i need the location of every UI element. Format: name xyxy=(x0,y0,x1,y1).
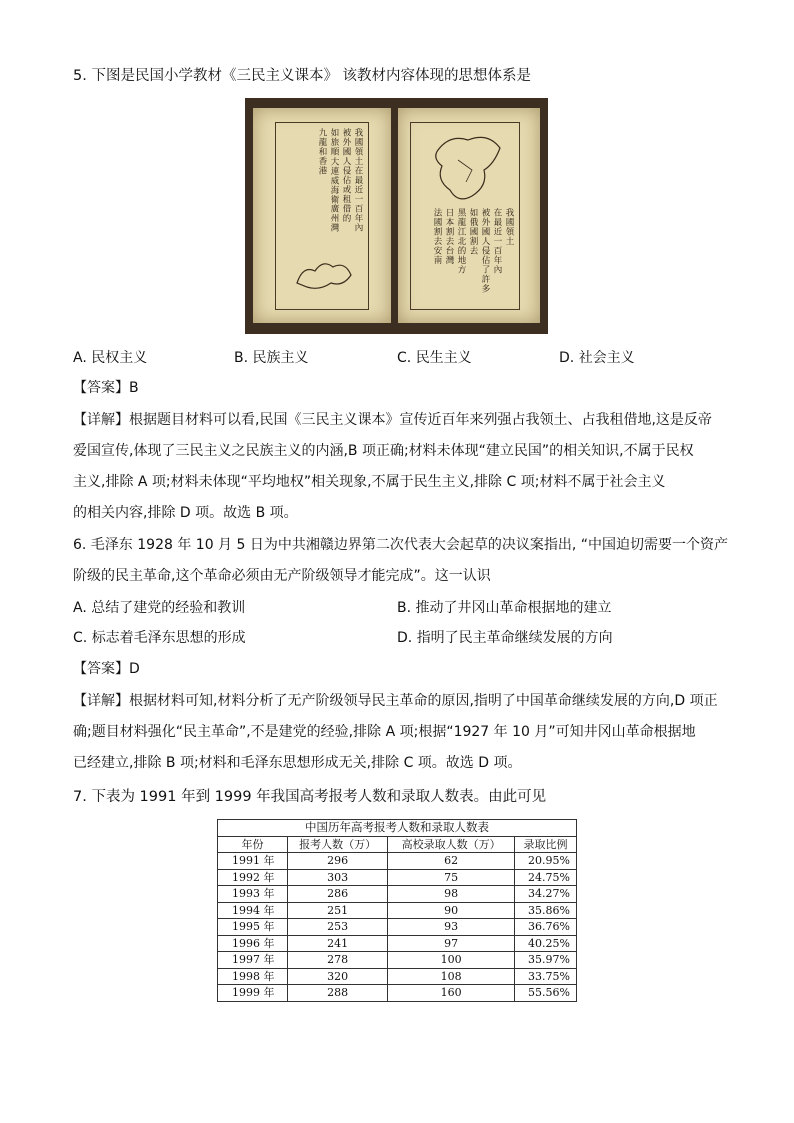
cell-admitted: 90 xyxy=(388,902,515,919)
cell-admitted: 100 xyxy=(388,952,515,969)
caption-line: 在最近一百年內 xyxy=(353,166,363,233)
caption-line: 廣州灣 xyxy=(329,204,339,233)
cell-applicants: 296 xyxy=(288,853,388,870)
left-page-text xyxy=(315,128,363,248)
cell-applicants: 286 xyxy=(288,886,388,903)
cell-applicants: 303 xyxy=(288,869,388,886)
cell-year: 1999 年 xyxy=(218,985,288,1002)
table-row xyxy=(218,853,577,870)
q6-stem: 6. 毛泽东 1928 年 10 月 5 日为中共湘赣边界第二次代表大会起草的决议案指出, “中国迫切需要一个资产 阶级的民主革命,这个革命必须由无产阶级领导才能完成”。这一认识 xyxy=(73,537,729,584)
cell-applicants: 253 xyxy=(288,919,388,936)
map-drawing-right xyxy=(428,130,508,210)
q6-answer: 【答案】D xyxy=(73,661,140,677)
q6-detail: 【详解】根据材料可知,材料分析了无产阶级领导民主革命的原因,指明了中国革命继续发展的方向,D 项正 确;题目材料强化“民主革命”,不是建党的经验,排除 A 项;根据“1927 年 10 月”可知井冈山革命根据地 已经建立,排除 B 项;材料和毛泽东思想形成无关,排除 C 项。故选 D 项。 xyxy=(73,693,718,771)
q7-stem: 7. 下表为 1991 年到 1999 年我国高考报考人数和录取人数表。由此可见 xyxy=(73,789,547,805)
header-admitted: 高校录取人数（万） xyxy=(388,836,515,853)
caption-line: 九龍 xyxy=(317,128,327,147)
cell-applicants: 278 xyxy=(288,952,388,969)
caption-line: 如俄國割去 xyxy=(468,208,478,256)
q5-option-a: A. 民权主义 xyxy=(73,350,148,366)
cell-admitted: 93 xyxy=(388,919,515,936)
cell-admitted: 108 xyxy=(388,968,515,985)
caption-line: 或租借的 xyxy=(341,185,351,223)
caption-line: 威海衛 xyxy=(329,175,339,204)
cell-ratio: 24.75% xyxy=(514,869,576,886)
right-page-text xyxy=(430,208,514,308)
q5-option-d: D. 社会主义 xyxy=(559,350,635,366)
q5-answer: 【答案】B xyxy=(73,380,139,396)
table-row xyxy=(218,886,577,903)
cell-ratio: 35.86% xyxy=(514,902,576,919)
table-row xyxy=(218,985,577,1002)
cell-year: 1998 年 xyxy=(218,968,288,985)
cell-ratio: 55.56% xyxy=(514,985,576,1002)
caption-line: 被外國人侵佔 xyxy=(341,128,351,185)
admission-table xyxy=(217,819,577,1002)
caption-line: 大連 xyxy=(329,156,339,176)
cell-ratio: 40.25% xyxy=(514,935,576,952)
cell-applicants: 251 xyxy=(288,902,388,919)
cell-year: 1994 年 xyxy=(218,902,288,919)
table-row xyxy=(218,952,577,969)
caption-line: 和香港 xyxy=(317,147,327,176)
cell-year: 1997 年 xyxy=(218,952,288,969)
q6-option-b: B. 推动了井冈山革命根据地的建立 xyxy=(397,600,612,616)
map-drawing-left xyxy=(293,253,355,295)
q6-option-a: A. 总结了建党的经验和教训 xyxy=(73,600,246,616)
cell-year: 1992 年 xyxy=(218,869,288,886)
table-row xyxy=(218,869,577,886)
cell-admitted: 62 xyxy=(388,853,515,870)
caption-line: 被外國人侵佔 xyxy=(480,208,490,265)
cell-applicants: 288 xyxy=(288,985,388,1002)
cell-admitted: 160 xyxy=(388,985,515,1002)
textbook-photo xyxy=(245,98,548,334)
caption-line: 了許多 xyxy=(480,265,490,294)
textbook-left-page xyxy=(253,108,391,323)
cell-ratio: 33.75% xyxy=(514,968,576,985)
cell-ratio: 36.76% xyxy=(514,919,576,936)
q5-option-b: B. 民族主义 xyxy=(234,350,309,366)
cell-year: 1995 年 xyxy=(218,919,288,936)
caption-line: 我國領土 xyxy=(504,208,514,246)
textbook-right-page xyxy=(398,108,540,323)
cell-applicants: 241 xyxy=(288,935,388,952)
table-row xyxy=(218,935,577,952)
q5-stem: 5. 下图是民国小学教材《三民主义课本》 该教材内容体现的思想体系是 xyxy=(73,68,532,84)
q6-option-d: D. 指明了民主革命继续发展的方向 xyxy=(397,630,613,646)
cell-applicants: 320 xyxy=(288,968,388,985)
header-ratio: 录取比例 xyxy=(514,836,576,853)
table-header-row xyxy=(218,836,577,853)
cell-year: 1996 年 xyxy=(218,935,288,952)
table-row xyxy=(218,919,577,936)
cell-admitted: 98 xyxy=(388,886,515,903)
cell-ratio: 20.95% xyxy=(514,853,576,870)
cell-ratio: 34.27% xyxy=(514,886,576,903)
table-title: 中国历年高考报考人数和录取人数表 xyxy=(218,820,577,837)
caption-line: 法國割去安南 xyxy=(432,208,442,265)
cell-admitted: 97 xyxy=(388,935,515,952)
table-row xyxy=(218,902,577,919)
caption-line: 在最近一百年內 xyxy=(492,208,502,275)
header-applicants: 报考人数（万） xyxy=(288,836,388,853)
cell-year: 1993 年 xyxy=(218,886,288,903)
cell-ratio: 35.97% xyxy=(514,952,576,969)
caption-line: 日本割去台灣 xyxy=(444,208,454,265)
q6-option-c: C. 标志着毛泽东思想的形成 xyxy=(73,630,246,646)
caption-line: 我國領土 xyxy=(353,128,363,166)
cell-admitted: 75 xyxy=(388,869,515,886)
cell-year: 1991 年 xyxy=(218,853,288,870)
caption-line: 如旅順 xyxy=(329,128,339,157)
header-year: 年份 xyxy=(218,836,288,853)
q5-option-c: C. 民生主义 xyxy=(397,350,472,366)
q5-detail: 【详解】根据题目材料可以看,民国《三民主义课本》宣传近百年来列强占我领土、占我租借地,这是反帝 爱国宣传,体现了三民主义之民族主义的内涵,B 项正确;材料未体现“建立民国”的相关知识,不属于民权 主义,排除 A 项;材料未体现“平均地权”相关现象,不属于民生主义,排除 C 项;材料不属于社会主义 的相关内容,排除 D 项。故选 B 项。 xyxy=(73,412,712,521)
table-row xyxy=(218,968,577,985)
caption-line: 黑龍江北的地方 xyxy=(456,208,466,275)
